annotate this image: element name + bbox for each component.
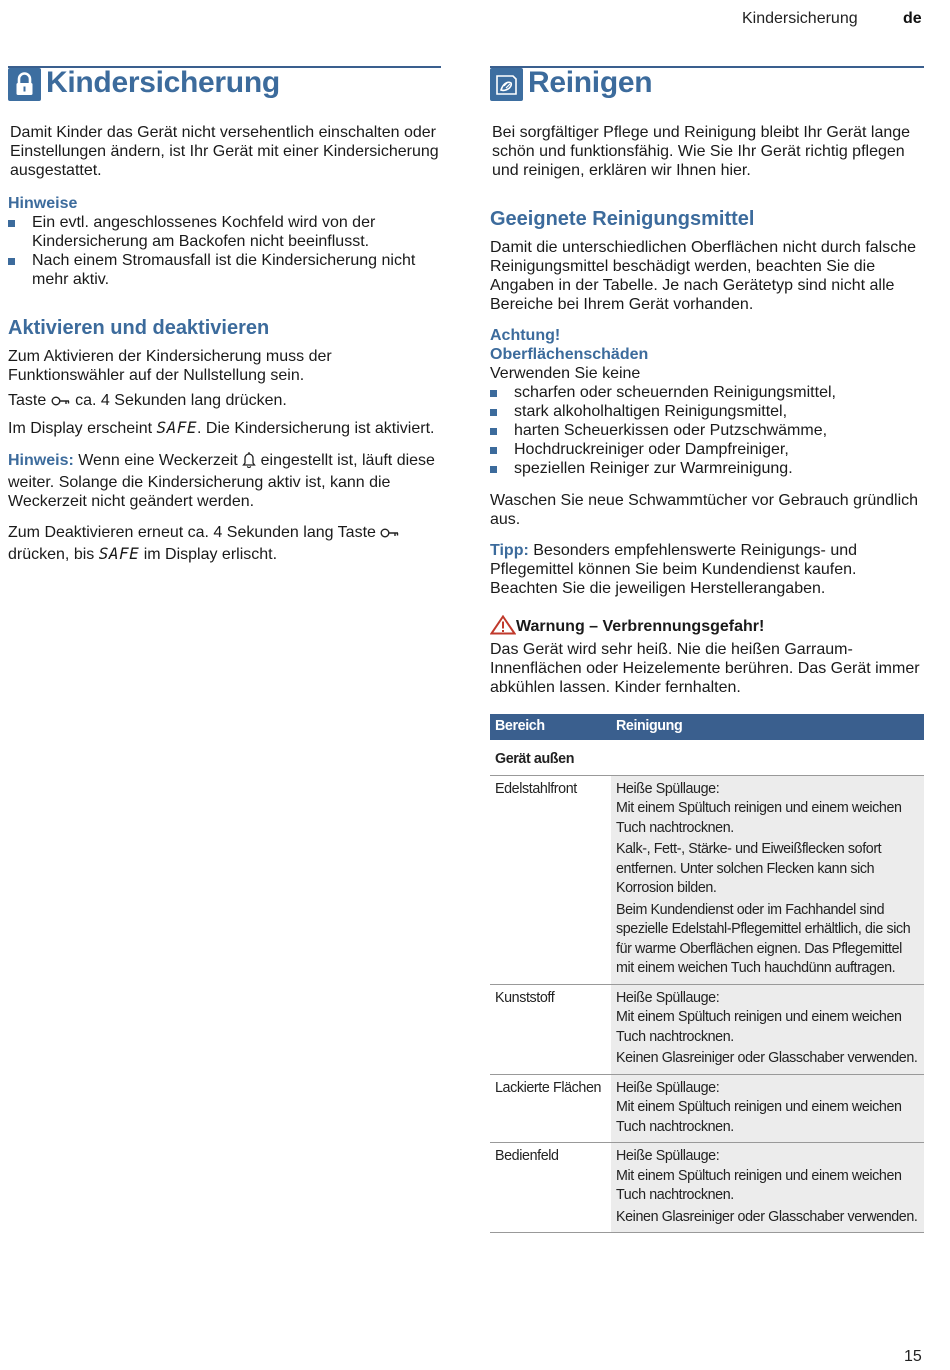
cleaning-instruction: Heiße Spüllauge: Mit einem Spültuch reinigen und einem weichen Tuch nachtrocknen. xyxy=(616,1148,902,1203)
text-span: drücken, bis xyxy=(8,546,99,563)
cleaning-instruction: Keinen Glasreiniger oder Glasschaber verwenden. xyxy=(616,1050,918,1066)
cleaning-cell xyxy=(611,775,924,984)
text-span: ca. 4 Sekunden lang drücken. xyxy=(70,392,287,409)
page-title: Reinigen xyxy=(528,66,653,99)
table-row xyxy=(490,1143,924,1233)
hint-paragraph xyxy=(8,450,441,511)
table-row xyxy=(490,984,924,1074)
paragraph: Waschen Sie neue Schwammtücher vor Gebrauch gründlich aus. xyxy=(490,492,919,528)
table-group-row xyxy=(490,740,924,775)
display-safe: SAFE xyxy=(98,544,140,563)
lock-icon xyxy=(8,68,41,101)
text-span: . Die Kindersicherung ist aktiviert. xyxy=(197,420,435,437)
cleaning-cell xyxy=(611,984,924,1074)
tip-label: Tipp: xyxy=(490,542,529,559)
notes-heading: Hinweise xyxy=(8,195,78,212)
subheading-cleaning-agents: Geeignete Reinigungsmittel xyxy=(490,208,755,230)
list-item: scharfen oder scheuernden Reinigungsmittel, xyxy=(490,383,924,402)
list-item: Nach einem Stromausfall ist die Kindersicherung nicht mehr aktiv. xyxy=(8,251,441,289)
paragraph: Damit die unterschiedlichen Oberflächen nicht durch falsche Reinigungsmittel beschädigt werden, beachten Sie die Angaben in der Tabelle. Je nach Gerätetyp sind nicht alle Bereiche bei Ihrem Gerät vorhanden. xyxy=(490,239,917,313)
cleaning-icon xyxy=(490,68,523,101)
bell-icon xyxy=(242,450,256,473)
section-heading xyxy=(490,66,924,118)
text-span: im Display erlischt. xyxy=(139,546,278,563)
area-cell: Kunststoff xyxy=(490,984,611,1074)
group-label: Gerät außen xyxy=(490,740,924,775)
paragraph xyxy=(8,418,441,438)
list-item: speziellen Reiniger zur Warmreinigung. xyxy=(490,459,924,478)
key-icon xyxy=(380,525,400,544)
cleaning-instruction: Heiße Spüllauge: Mit einem Spültuch reinigen und einem weichen Tuch nachtrocknen. xyxy=(616,780,902,836)
list-item: Hochdruckreiniger oder Dampfreiniger, xyxy=(490,440,924,459)
warning-title: Warnung – Verbrennungsgefahr! xyxy=(516,618,765,635)
running-header-language: de xyxy=(903,10,922,27)
cleaning-cell xyxy=(611,1143,924,1233)
cleaning-instruction: Keinen Glasreiniger oder Glasschaber verwenden. xyxy=(616,1208,918,1225)
area-cell: Edelstahlfront xyxy=(490,775,611,984)
table-body xyxy=(490,740,924,1233)
list-item: stark alkoholhaltigen Reinigungsmittel, xyxy=(490,402,924,421)
column-header-area: Bereich xyxy=(490,714,611,740)
cleaning-section xyxy=(490,66,924,697)
warning-text: Das Gerät wird sehr heiß. Nie die heißen Garraum-Innenflächen oder Heizelemente berühren. Das Gerät immer abkühlen lassen. Kinder fernhalten. xyxy=(490,641,920,696)
cleaning-cell xyxy=(611,1074,924,1143)
paragraph xyxy=(8,391,441,412)
area-cell: Lackierte Flächen xyxy=(490,1074,611,1143)
area-cell: Bedienfeld xyxy=(490,1143,611,1233)
column-header-cleaning: Reinigung xyxy=(611,714,924,740)
caution-lead: Verwenden Sie keine xyxy=(490,365,641,382)
cleaning-instruction: Beim Kundendienst oder im Fachhandel sind spezielle Edelstahl-Pflegemittel erhältlich, die sich für warme Oberflächen eignen. Das Pflegemittel mit einem weichen Tuch hauchdünn auftragen. xyxy=(616,901,911,976)
cleaning-instruction: Heiße Spüllauge: Mit einem Spültuch reinigen und einem weichen Tuch nachtrocknen. xyxy=(616,1079,902,1135)
list-item: harten Scheuerkissen oder Putzschwämme, xyxy=(490,421,924,440)
table-row xyxy=(490,1074,924,1143)
paragraph: Zum Aktivieren der Kindersicherung muss der Funktionswähler auf der Nullstellung sein. xyxy=(8,348,332,384)
display-safe: SAFE xyxy=(156,418,198,437)
caution-label: Achtung! xyxy=(490,327,561,344)
running-header-title: Kindersicherung xyxy=(742,10,858,27)
page-title: Kindersicherung xyxy=(46,66,280,99)
page-number: 15 xyxy=(904,1348,922,1365)
cleaning-instruction: Kalk-, Fett-, Stärke- und Eiweißflecken sofort entfernen. Unter solchen Flecken kann sich Korrosion bilden. xyxy=(616,841,882,896)
text-span: Besonders empfehlenswerte Reinigungs- und Pflegemittel können Sie beim Kundendienst kaufen. Beachten Sie die jeweiligen Herstellerangaben. xyxy=(490,542,858,597)
intro-paragraph: Bei sorgfältiger Pflege und Reinigung bleibt Ihr Gerät lange schön und funktionsfähig. Wie Sie Ihr Gerät richtig pflegen und reinigen, erklären wir Ihnen hier. xyxy=(492,124,911,179)
text-span: Wenn eine Weckerzeit xyxy=(73,452,243,469)
table-row xyxy=(490,775,924,984)
paragraph xyxy=(8,523,441,564)
warning-icon xyxy=(490,615,516,640)
cleaning-instruction: Heiße Spüllauge: Mit einem Spültuch reinigen und einem weichen Tuch nachtrocknen. xyxy=(616,989,902,1045)
child-lock-section xyxy=(8,66,441,564)
notes-list xyxy=(8,213,441,289)
intro-paragraph: Damit Kinder das Gerät nicht versehentlich einschalten oder Einstellungen ändern, ist Ihr Gerät mit einer Kindersicherung ausgestattet. xyxy=(10,124,439,179)
subheading-activate: Aktivieren und deaktivieren xyxy=(8,317,270,339)
table-header-row xyxy=(490,714,924,740)
text-span: Im Display erscheint xyxy=(8,420,157,437)
text-span: Zum Deaktivieren erneut ca. 4 Sekunden lang Taste xyxy=(8,524,381,541)
section-heading xyxy=(8,66,441,118)
caution-title: Oberflächenschäden xyxy=(490,346,649,363)
hint-label: Hinweis: xyxy=(8,452,74,469)
key-icon xyxy=(51,393,71,412)
warning-heading xyxy=(490,615,924,640)
text-span: eingestellt ist, läuft diese weiter. Solange die Kindersicherung aktiv ist, kann die Weckerzeit nicht geändert werden. xyxy=(8,452,435,510)
text-span: Taste xyxy=(8,392,51,409)
list-item: Ein evtl. angeschlossenes Kochfeld wird von der Kindersicherung am Backofen nicht beeinflusst. xyxy=(8,213,441,251)
cleaning-table xyxy=(490,714,924,1233)
caution-list xyxy=(490,383,924,478)
tip-paragraph xyxy=(490,541,924,598)
